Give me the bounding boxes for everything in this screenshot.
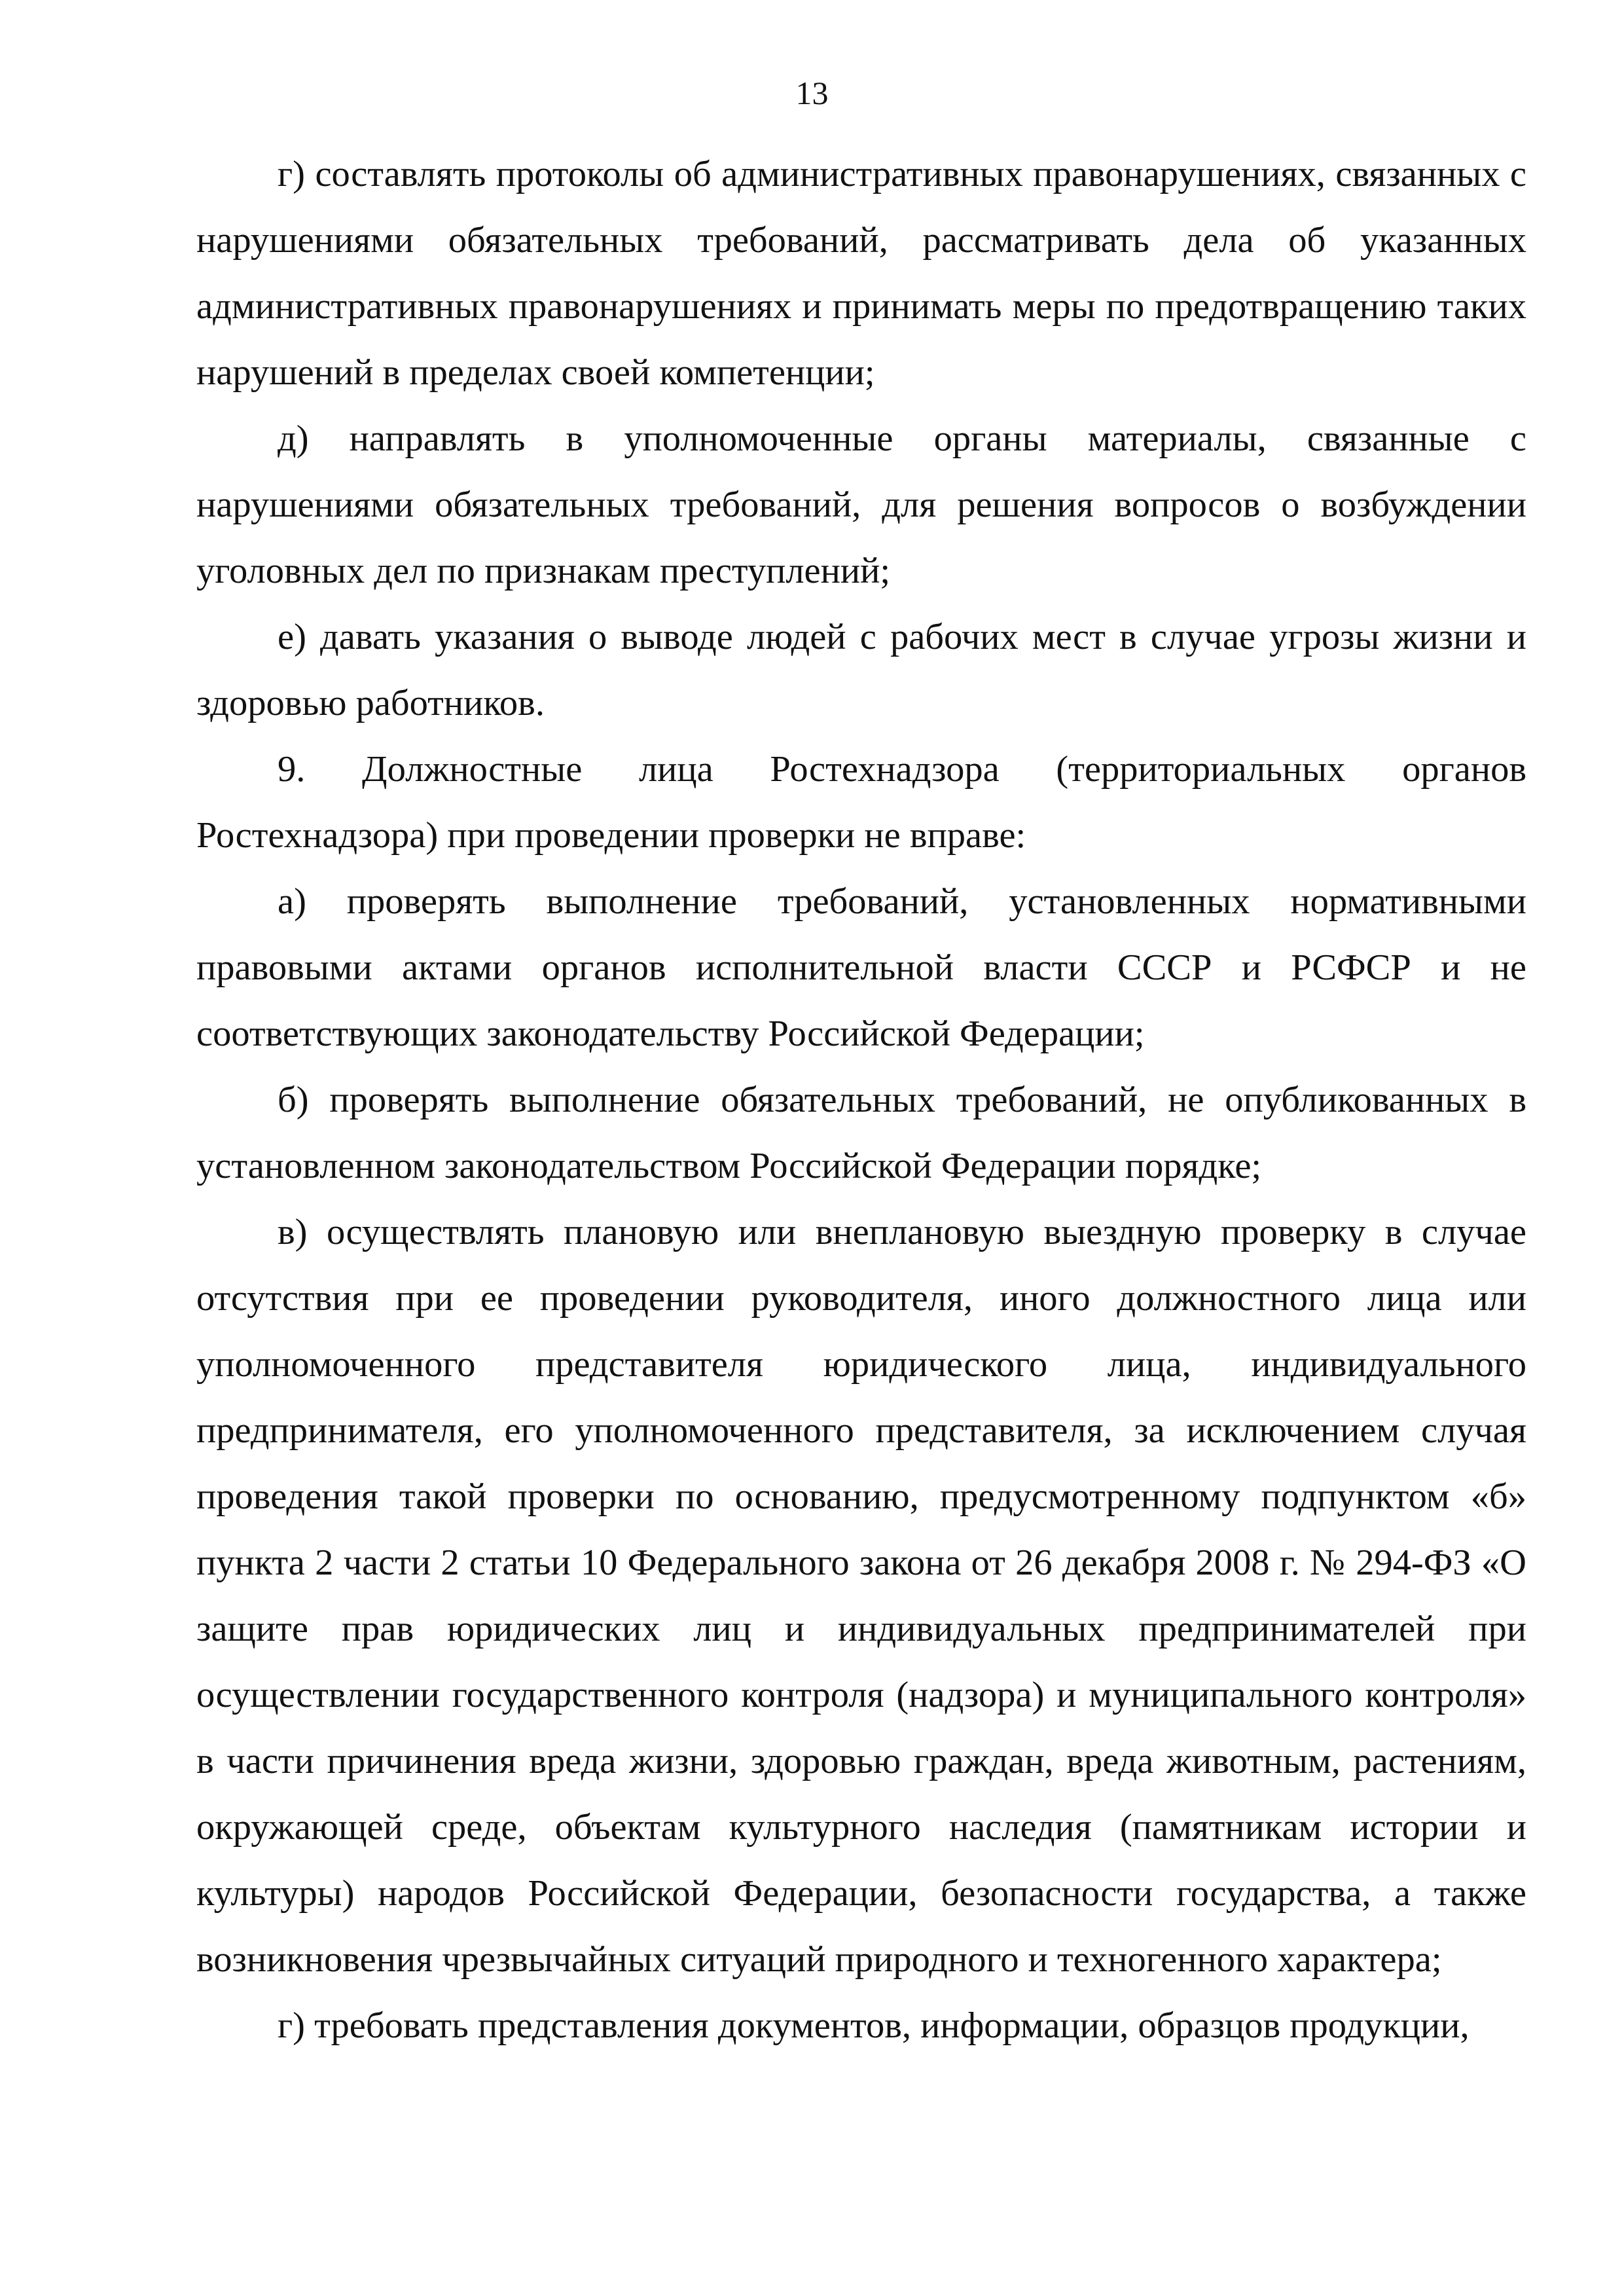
paragraph-9g: г) требовать представления документов, информации, образцов продукции, bbox=[278, 2005, 1470, 2046]
document-body bbox=[196, 141, 1526, 2059]
paragraph-9b: б) проверять выполнение обязательных требований, не опубликованных в установленном законодательством Российской Федерации порядке; bbox=[196, 1080, 1526, 1186]
paragraph-8d: д) направлять в уполномоченные органы материалы, связанные с нарушениями обязательных требований, для решения вопросов о возбуждении уголовных дел по признакам преступлений; bbox=[196, 418, 1526, 591]
page-number: 13 bbox=[795, 75, 829, 111]
paragraph-9: 9. Должностные лица Ростехнадзора (территориальных органов Ростехнадзора) при проведении проверки не вправе: bbox=[196, 749, 1526, 856]
paragraph-9v: в) осуществлять плановую или внеплановую выездную проверку в случае отсутствия при ее проведении руководителя, иного должностного лица или уполномоченного представителя юридического лица, индивидуального предпринимателя, его уполномоченного представителя, за исключением случая проведения такой проверки по основанию, предусмотренному подпунктом «б» пункта 2 части 2 статьи 10 Федерального закона от 26 декабря 2008 г. № 294-ФЗ «О защите прав юридических лиц и индивидуальных предпринимателей при осуществлении государственного контроля (надзора) и муниципального контроля» в части причинения вреда жизни, здоровью граждан, вреда животным, растениям, окружающей среде, объектам культурного наследия (памятникам истории и культуры) народов Российской Федерации, безопасности государства, а также возникновения чрезвычайных ситуаций природного и техногенного характера; bbox=[196, 1212, 1526, 1980]
paragraph-8e: е) давать указания о выводе людей с рабочих мест в случае угрозы жизни и здоровью работников. bbox=[196, 617, 1526, 723]
paragraph-9a: а) проверять выполнение требований, установленных нормативными правовыми актами органов исполнительной власти СССР и РСФСР и не соответствующих законодательству Российской Федерации; bbox=[196, 881, 1526, 1054]
paragraph-8g: г) составлять протоколы об административных правонарушениях, связанных с нарушениями обязательных требований, рассматривать дела об указанных административных правонарушениях и принимать меры по предотвращению таких нарушений в пределах своей компетенции; bbox=[196, 154, 1526, 393]
